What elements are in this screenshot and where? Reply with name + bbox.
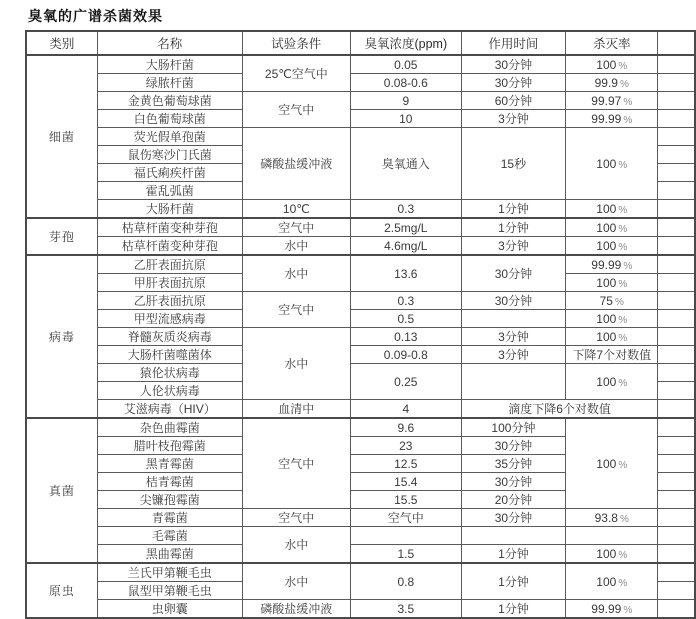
page-edge-cell (658, 74, 695, 92)
percent-sign: % (619, 513, 629, 525)
time-cell: 30分钟 (461, 74, 565, 92)
page-edge-cell (658, 328, 695, 346)
concentration-cell: 0.5 (350, 310, 461, 328)
page-title: 臭氧的广谱杀菌效果 (28, 8, 163, 24)
page-edge-cell (658, 364, 695, 382)
concentration-cell: 4 (350, 400, 461, 419)
page-edge-cell (658, 527, 695, 545)
percent-sign: % (618, 459, 628, 471)
name-cell: 鼠伤寒沙门氏菌 (97, 146, 242, 164)
kill-rate-cell (566, 527, 658, 545)
table-row (26, 563, 695, 582)
page-edge-cell (658, 200, 695, 219)
name-cell: 乙肝表面抗原 (97, 292, 242, 310)
table-row (26, 418, 695, 437)
percent-sign: % (618, 204, 628, 216)
concentration-cell: 0.3 (350, 292, 461, 310)
name-cell: 枯草杆菌变种芽孢 (97, 218, 242, 237)
time-cell: 35分钟 (461, 455, 565, 473)
page-edge-cell (658, 455, 695, 473)
kill-rate-cell: 100 % (566, 274, 658, 292)
table-row (26, 110, 695, 128)
page-edge-cell (658, 473, 695, 491)
kill-rate-cell: 100 % (566, 200, 658, 219)
kill-rate-cell: 100 % (566, 237, 658, 256)
table-row (26, 600, 695, 619)
name-cell: 白色葡萄球菌 (97, 110, 242, 128)
percent-sign: % (623, 260, 633, 272)
concentration-cell: 15.4 (350, 473, 461, 491)
condition-cell: 空气中 (242, 509, 350, 527)
time-cell: 100分钟 (461, 418, 565, 437)
concentration-cell: 0.13 (350, 328, 461, 346)
percent-sign: % (618, 278, 628, 290)
name-cell: 桔青霉菌 (97, 473, 242, 491)
table-row (26, 218, 695, 237)
kill-rate-cell: 100 % (566, 218, 658, 237)
table-row (26, 292, 695, 310)
kill-rate-cell: 99.99 % (566, 255, 658, 274)
time-cell: 1分钟 (461, 563, 565, 600)
concentration-cell: 13.6 (350, 255, 461, 292)
table-row (26, 527, 695, 545)
table-row (26, 92, 695, 110)
condition-cell: 水中 (242, 237, 350, 256)
page-edge-cell (658, 400, 695, 419)
page-edge-cell (658, 164, 695, 182)
name-cell: 荧光假单孢菌 (97, 128, 242, 146)
time-cell (461, 310, 565, 328)
time-cell: 1分钟 (461, 600, 565, 619)
time-cell: 60分钟 (461, 92, 565, 110)
page-edge-cell (658, 274, 695, 292)
category-cell: 原虫 (26, 563, 97, 618)
kill-rate-cell: 93.8 % (566, 509, 658, 527)
name-cell: 甲型流感病毒 (97, 310, 242, 328)
time-cell: 30分钟 (461, 255, 565, 292)
page-edge-cell (658, 563, 695, 582)
table-row (26, 310, 695, 328)
percent-sign: % (618, 377, 628, 389)
concentration-cell: 臭氧通入 (350, 128, 461, 200)
column-header-time: 作用时间 (461, 31, 565, 55)
condition-cell: 10℃ (242, 200, 350, 219)
time-cell (461, 364, 565, 400)
name-cell: 大肠杆菌 (97, 55, 242, 74)
page-edge-cell (658, 292, 695, 310)
name-cell: 绿脓杆菌 (97, 74, 242, 92)
time-cell: 1分钟 (461, 545, 565, 564)
table-header-row (26, 31, 695, 55)
percent-sign: % (618, 314, 628, 326)
page-edge-cell (658, 218, 695, 237)
concentration-cell: 9.6 (350, 418, 461, 437)
condition-cell: 水中 (242, 255, 350, 292)
table-row (26, 255, 695, 274)
name-cell: 金黄色葡萄球菌 (97, 92, 242, 110)
concentration-cell: 0.09-0.8 (350, 346, 461, 364)
page-edge-cell (658, 110, 695, 128)
name-cell: 大肠杆菌噬菌体 (97, 346, 242, 364)
table-row (26, 328, 695, 346)
column-header-condition: 试验条件 (242, 31, 350, 55)
name-cell: 黑曲霉菌 (97, 545, 242, 564)
percent-sign: % (618, 159, 628, 171)
condition-cell: 水中 (242, 527, 350, 564)
column-header-category: 类别 (26, 31, 97, 55)
condition-cell: 空气中 (242, 292, 350, 328)
concentration-cell: 0.3 (350, 200, 461, 219)
kill-rate-cell: 99.99 % (566, 110, 658, 128)
name-cell: 枯草杆菌变种芽孢 (97, 237, 242, 256)
time-cell: 1分钟 (461, 218, 565, 237)
name-cell: 福氏痢疾杆菌 (97, 164, 242, 182)
kill-rate-cell: 100 % (566, 563, 658, 600)
percent-sign: % (623, 96, 633, 108)
condition-cell: 空气中 (242, 218, 350, 237)
concentration-cell: 0.08-0.6 (350, 74, 461, 92)
name-cell: 乙肝表面抗原 (97, 255, 242, 274)
percent-sign: % (623, 604, 633, 616)
percent-sign: % (619, 78, 629, 90)
page-edge-cell (658, 128, 695, 146)
kill-rate-cell: 99.99 % (566, 600, 658, 619)
page-edge-cell (658, 146, 695, 164)
time-cell: 20分钟 (461, 491, 565, 509)
kill-rate-cell: 100 % (566, 55, 658, 74)
table-row (26, 55, 695, 74)
condition-cell: 水中 (242, 328, 350, 400)
time-cell: 30分钟 (461, 437, 565, 455)
concentration-cell: 3.5 (350, 600, 461, 619)
table-row (26, 509, 695, 527)
page-edge-cell (658, 437, 695, 455)
kill-rate-cell: 100 % (566, 364, 658, 400)
concentration-cell: 1.5 (350, 545, 461, 564)
name-cell: 虫卵囊 (97, 600, 242, 619)
time-cell: 3分钟 (461, 328, 565, 346)
percent-sign: % (618, 332, 628, 344)
time-cell: 30分钟 (461, 509, 565, 527)
time-cell (461, 527, 565, 545)
time-cell: 30分钟 (461, 55, 565, 74)
time-cell: 1分钟 (461, 200, 565, 219)
condition-cell: 空气中 (242, 92, 350, 128)
concentration-cell: 0.25 (350, 364, 461, 400)
time-cell: 滴度下降6个对数值 (461, 400, 658, 419)
page-edge-cell (658, 55, 695, 74)
kill-rate-cell: 99.97 % (566, 92, 658, 110)
column-header-name: 名称 (97, 31, 242, 55)
page-edge-cell (658, 545, 695, 564)
table-row (26, 128, 695, 146)
category-cell: 芽孢 (26, 218, 97, 255)
kill-rate-cell: 100 % (566, 310, 658, 328)
concentration-cell: 23 (350, 437, 461, 455)
concentration-cell (350, 527, 461, 545)
kill-rate-cell: 100 % (566, 545, 658, 564)
table-row (26, 74, 695, 92)
category-cell: 细菌 (26, 55, 97, 218)
page-edge-cell (658, 509, 695, 527)
name-cell: 脊髓灰质炎病毒 (97, 328, 242, 346)
name-cell: 腊叶枝孢霉菌 (97, 437, 242, 455)
table-row (26, 400, 695, 419)
concentration-cell: 12.5 (350, 455, 461, 473)
time-cell: 3分钟 (461, 237, 565, 256)
percent-sign: % (618, 223, 628, 235)
page-edge-cell (658, 582, 695, 600)
percent-sign: % (618, 577, 628, 589)
name-cell: 大肠杆菌 (97, 200, 242, 219)
kill-rate-cell: 75 % (566, 292, 658, 310)
name-cell: 人伦状病毒 (97, 382, 242, 400)
name-cell: 霍乱弧菌 (97, 182, 242, 200)
percent-sign: % (623, 114, 633, 126)
kill-rate-cell: 100 % (566, 128, 658, 200)
page-edge-header-cell (658, 31, 695, 55)
table-row (26, 200, 695, 219)
kill-rate-cell: 99.9 % (566, 74, 658, 92)
table-row (26, 346, 695, 364)
concentration-cell: 10 (350, 110, 461, 128)
page-edge-cell (658, 92, 695, 110)
name-cell: 毛霉菌 (97, 527, 242, 545)
condition-cell: 水中 (242, 563, 350, 600)
name-cell: 猿伦状病毒 (97, 364, 242, 382)
page-edge-cell (658, 182, 695, 200)
time-cell: 15秒 (461, 128, 565, 200)
concentration-cell: 0.05 (350, 55, 461, 74)
name-cell: 黑青霉菌 (97, 455, 242, 473)
name-cell: 尖镰孢霉菌 (97, 491, 242, 509)
condition-cell: 磷酸盐缓冲液 (242, 128, 350, 200)
category-cell: 病毒 (26, 255, 97, 418)
condition-cell: 空气中 (242, 418, 350, 509)
column-header-concentration: 臭氧浓度(ppm) (350, 31, 461, 55)
table-row (26, 545, 695, 564)
percent-sign: % (614, 296, 624, 308)
table-row (26, 364, 695, 382)
condition-cell: 25℃空气中 (242, 55, 350, 92)
page-edge-cell (658, 255, 695, 274)
concentration-cell: 空气中 (350, 509, 461, 527)
name-cell: 青霉菌 (97, 509, 242, 527)
page-edge-cell (658, 491, 695, 509)
table-row (26, 237, 695, 256)
name-cell: 兰氏甲第鞭毛虫 (97, 563, 242, 582)
concentration-cell: 4.6mg/L (350, 237, 461, 256)
name-cell: 鼠型甲第鞭毛虫 (97, 582, 242, 600)
time-cell: 3分钟 (461, 346, 565, 364)
kill-rate-cell: 下降7个对数值 (566, 346, 658, 364)
name-cell: 甲肝表面抗原 (97, 274, 242, 292)
concentration-cell: 15.5 (350, 491, 461, 509)
name-cell: 杂色曲霉菌 (97, 418, 242, 437)
percent-sign: % (618, 60, 628, 72)
concentration-cell: 0.8 (350, 563, 461, 600)
time-cell: 3分钟 (461, 110, 565, 128)
percent-sign: % (618, 241, 628, 253)
time-cell: 30分钟 (461, 473, 565, 491)
page-edge-cell (658, 310, 695, 328)
percent-sign: % (618, 549, 628, 561)
page-edge-cell (658, 600, 695, 619)
page-edge-cell (658, 346, 695, 364)
kill-rate-cell: 100 % (566, 418, 658, 509)
table-body (26, 55, 695, 618)
page-edge-cell (658, 382, 695, 400)
concentration-cell: 9 (350, 92, 461, 110)
time-cell: 30分钟 (461, 292, 565, 310)
kill-rate-cell: 100 % (566, 328, 658, 346)
category-cell: 真菌 (26, 418, 97, 563)
condition-cell: 磷酸盐缓冲液 (242, 600, 350, 619)
name-cell: 艾滋病毒（HIV） (97, 400, 242, 419)
ozone-table (25, 30, 696, 619)
column-header-kill-rate: 杀灭率 (566, 31, 658, 55)
concentration-cell: 2.5mg/L (350, 218, 461, 237)
condition-cell: 血清中 (242, 400, 350, 419)
page-edge-cell (658, 418, 695, 437)
page-edge-cell (658, 237, 695, 256)
